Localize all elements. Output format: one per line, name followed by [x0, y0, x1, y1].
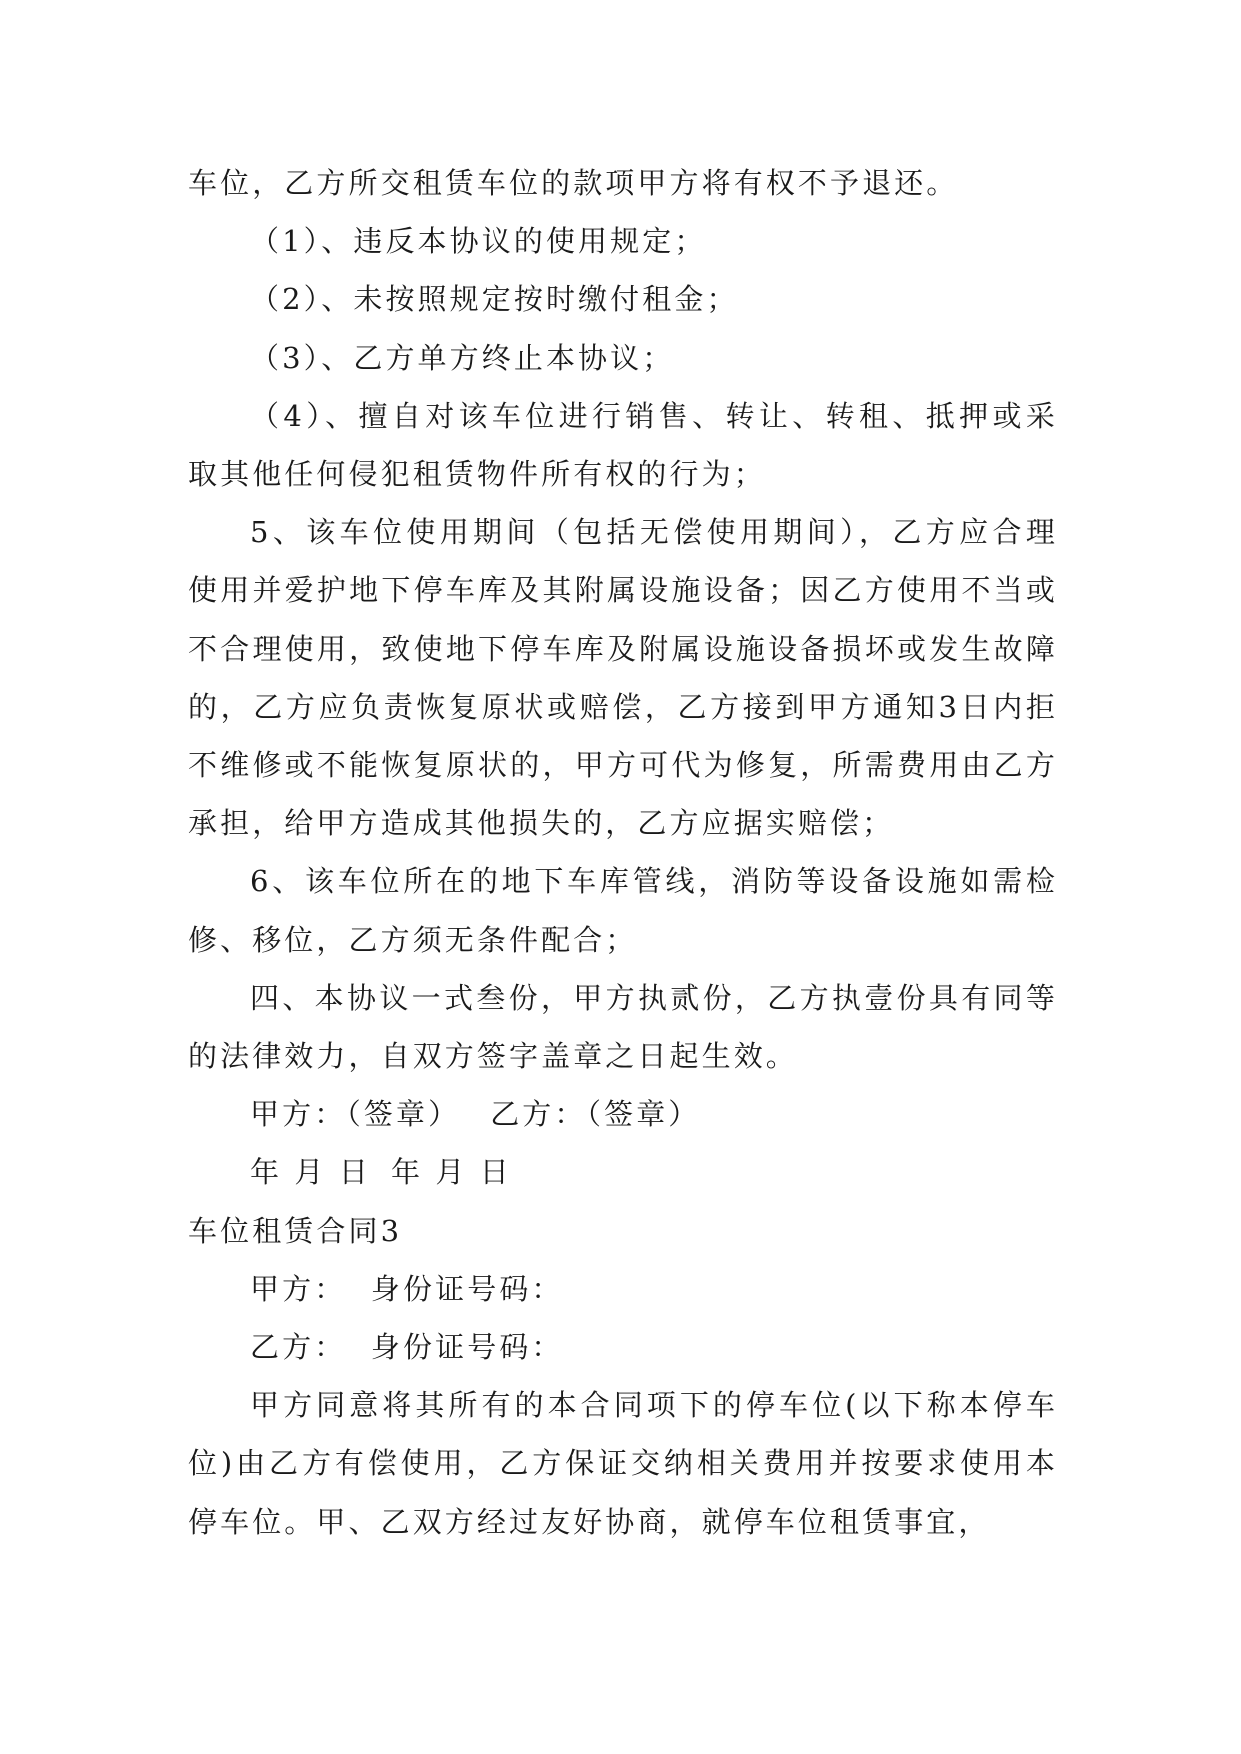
paragraph-section-4: 四、本协议一式叁份，甲方执贰份，乙方执壹份具有同等的法律效力，自双方签字盖章之日起生效。 — [188, 980, 1058, 1074]
signature-party-b: 乙方：（签章） — [490, 1097, 701, 1132]
paragraph-contract-3-intro: 甲方同意将其所有的本合同项下的停车位(以下称本停车位)由乙方有偿使用，乙方保证交纳相关费用并按要求使用本停车位。甲、乙双方经过友好协商，就停车位租赁事宜， — [188, 1388, 1058, 1539]
list-item-violation-3: （3）、乙方单方终止本协议； — [250, 340, 675, 375]
list-item-violation-4: （4）、擅自对该车位进行销售、转让、转租、抵押或采取其他任何侵犯租赁物件所有权的行为； — [188, 398, 1058, 492]
signature-line — [188, 1085, 1058, 1143]
date-party-b: 年 月 日 — [390, 1155, 512, 1190]
paragraph-clause-6: 6、该车位所在的地下车库管线，消防等设备设施如需检修、移位，乙方须无条件配合； — [188, 864, 1058, 957]
list-item-violation-2: （2）、未按照规定按时缴付租金； — [250, 282, 739, 317]
signature-party-a: 甲方：（签章） — [250, 1097, 461, 1132]
document-body — [188, 154, 1058, 1551]
paragraph-refund-clause: 车位，乙方所交租赁车位的款项甲方将有权不予退还。 — [188, 166, 959, 200]
paragraph-clause-5: 5、该车位使用期间（包括无偿使用期间），乙方应合理使用并爱护地下停车库及其附属设施设备；因乙方使用不当或不合理使用，致使地下停车库及附属设施设备损坏或发生故障的，乙方应负责恢复原状或赔偿，乙方接到甲方通知3日内拒不维修或不能恢复原状的，甲方可代为修复，所需费用由乙方承担，给甲方造成其他损失的，乙方应据实赔偿； — [188, 515, 1058, 841]
list-item-violation-1: （1）、违反本协议的使用规定； — [250, 224, 707, 259]
date-line — [188, 1143, 1058, 1201]
date-party-a: 年 月 日 — [250, 1155, 371, 1190]
contract-3-title: 车位租赁合同3 — [188, 1213, 403, 1248]
party-b-id-line: 乙方： 身份证号码： — [250, 1330, 564, 1365]
party-a-id-line: 甲方： 身份证号码： — [250, 1271, 564, 1306]
